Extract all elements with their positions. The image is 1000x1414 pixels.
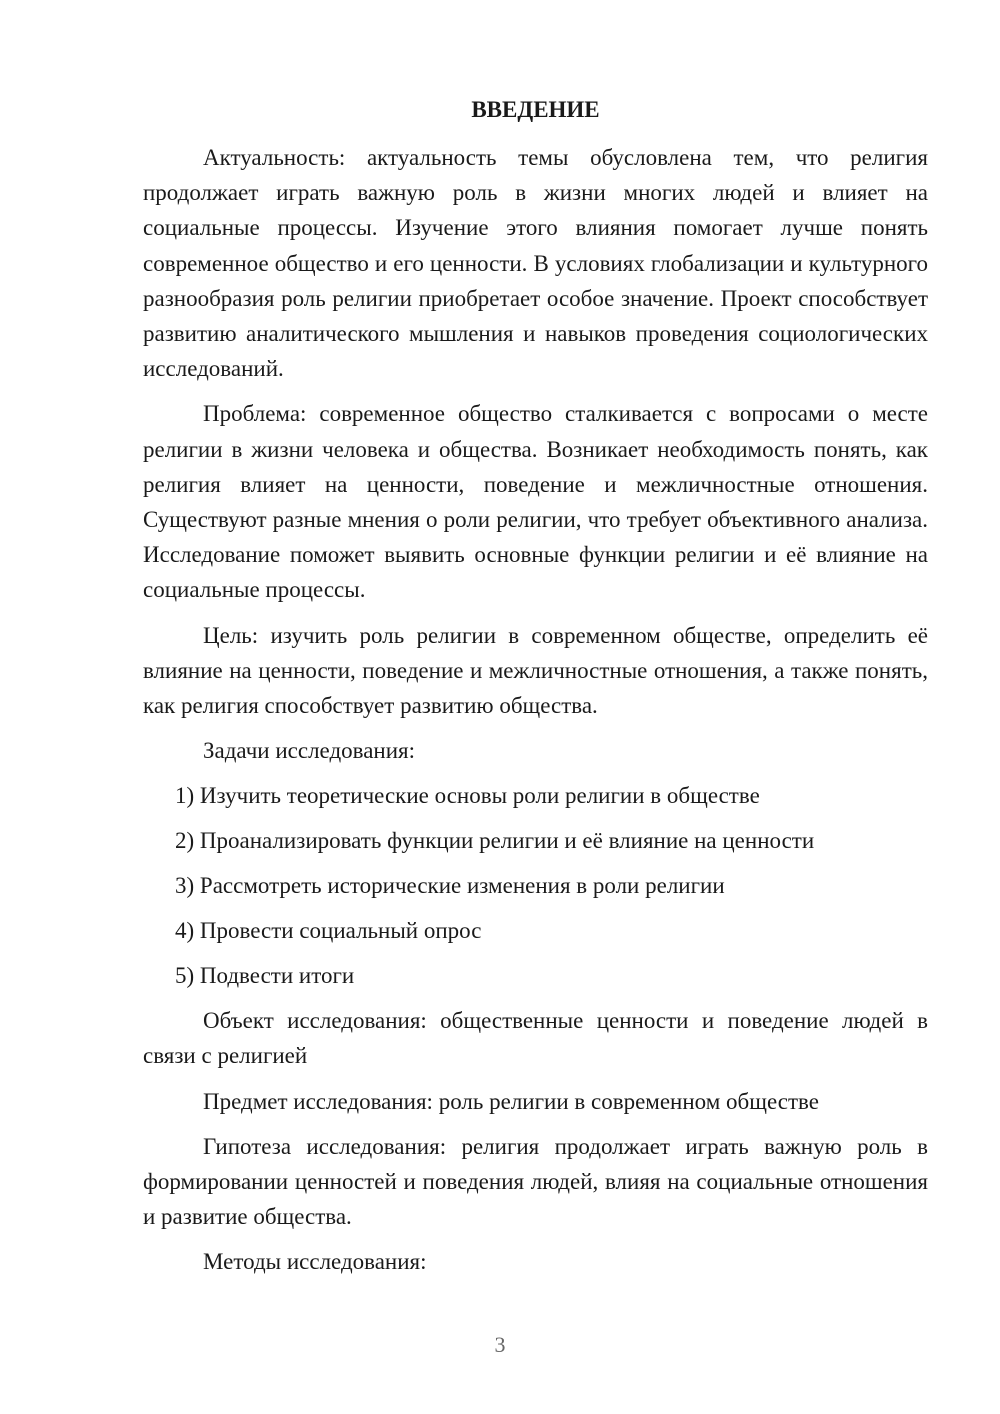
task-item-2: 2) Проанализировать функции религии и её влияние на ценности: [175, 828, 815, 854]
problem-paragraph: Проблема: современное общество сталкивается с вопросами о месте религии в жизни человека и общества. Возникает необходимость понять, как религия влияет на ценности, поведение и межличностные отношения. Существуют разные мнения о роли религии, что требует объективного анализа. Исследование поможет выявить основные функции религии и её влияние на социальные процессы.: [143, 401, 928, 603]
relevance-paragraph: Актуальность: актуальность темы обусловлена тем, что религия продолжает играть важную роль в жизни многих людей и влияет на социальные процессы. Изучение этого влияния помогает лучше понять современное общество и его ценности. В условиях глобализации и культурного разнообразия роль религии приобретает особое значение. Проект способствует развитию аналитического мышления и навыков проведения социологических исследований.: [143, 145, 928, 382]
page-number: 3: [494, 1332, 506, 1357]
task-item-5: 5) Подвести итоги: [175, 963, 355, 989]
task-list: [143, 778, 928, 993]
task-item-4: 4) Провести социальный опрос: [175, 918, 482, 944]
tasks-heading: Задачи исследования:: [203, 738, 416, 764]
subject-paragraph: Предмет исследования: роль религии в современном обществе: [203, 1088, 819, 1114]
document-page: [143, 94, 928, 1290]
methods-heading: Методы исследования:: [203, 1249, 427, 1275]
goal-paragraph: Цель: изучить роль религии в современном обществе, определить её влияние на ценности, поведение и межличностные отношения, а также понять, как религия способствует развитию общества.: [143, 622, 928, 719]
document-title: ВВЕДЕНИЕ: [471, 97, 600, 122]
hypothesis-paragraph: Гипотеза исследования: религия продолжает играть важную роль в формировании ценностей и поведения людей, влияя на социальные отношения и развитие общества.: [143, 1133, 928, 1230]
object-paragraph: Объект исследования: общественные ценности и поведение людей в связи с религией: [143, 1008, 928, 1069]
task-item-1: 1) Изучить теоретические основы роли религии в обществе: [175, 783, 760, 809]
task-item-3: 3) Рассмотреть исторические изменения в роли религии: [175, 873, 725, 899]
